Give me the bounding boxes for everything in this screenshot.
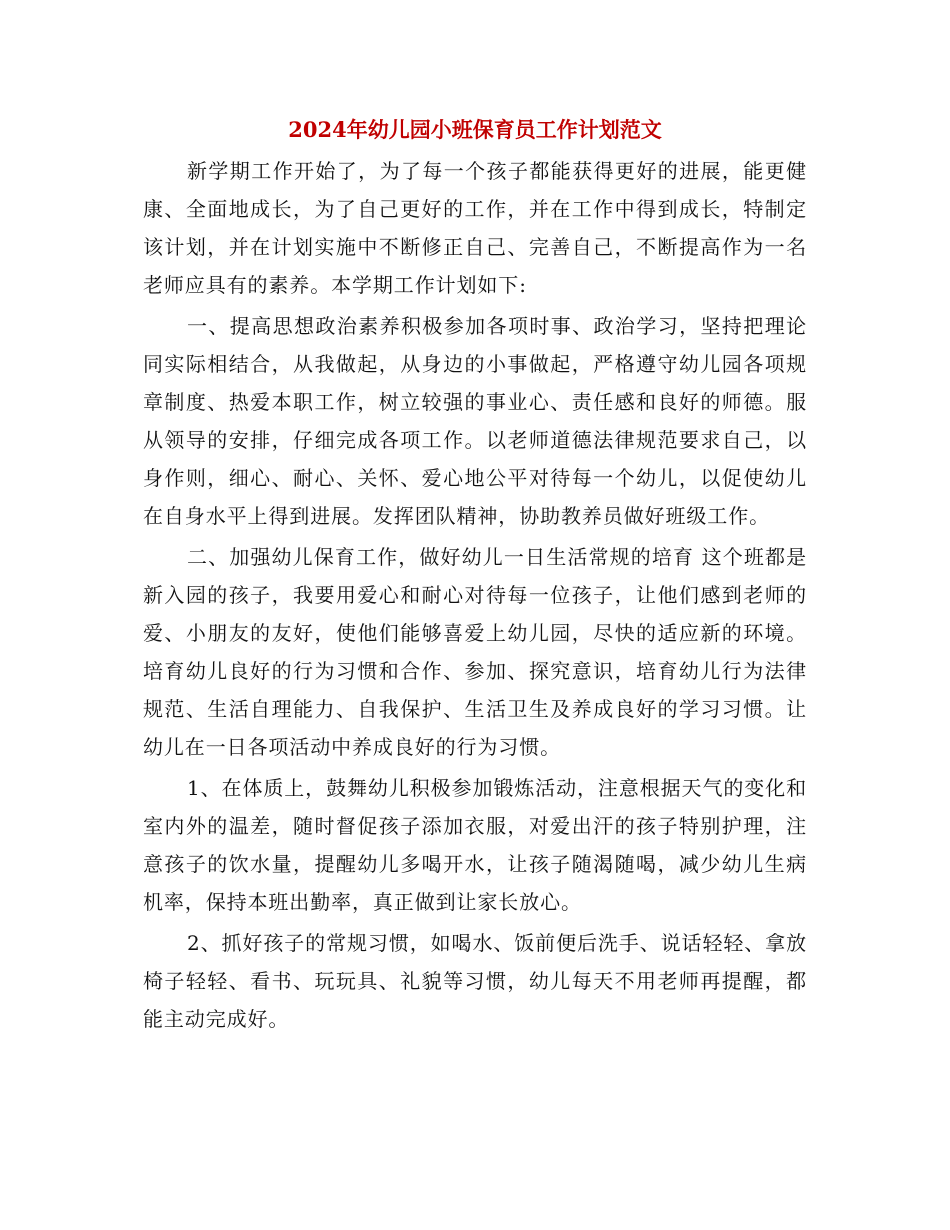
paragraph-item-1: 1、在体质上，鼓舞幼儿积极参加锻炼活动，注意根据天气的变化和室内外的温差，随时督促孩子添加衣服，对爱出汗的孩子特别护理，注意孩子的饮水量，提醒幼儿多喝开水，让孩子随渴随喝，减少幼儿生病机率，保持本班出勤率，真正做到让家长放心。 xyxy=(143,776,807,914)
paragraph-intro: 新学期工作开始了，为了每一个孩子都能获得更好的进展，能更健康、全面地成长，为了自己更好的工作，并在工作中得到成长，特制定该计划，并在计划实施中不断修正自己、完善自己，不断提高作为一名老师应具有的素养。本学期工作计划如下: xyxy=(143,159,807,297)
document-body xyxy=(143,152,807,1041)
paragraph-section-2: 二、加强幼儿保育工作，做好幼儿一日生活常规的培育 这个班都是新入园的孩子，我要用爱心和耐心对待每一位孩子，让他们感到老师的爱、小朋友的友好，使他们能够喜爱上幼儿园，尽快的适应新的环境。培育幼儿良好的行为习惯和合作、参加、探究意识，培育幼儿行为法律规范、生活自理能力、自我保护、生活卫生及养成良好的学习习惯。让幼儿在一日各项活动中养成良好的行为习惯。 xyxy=(143,545,807,759)
paragraph-section-1: 一、提高思想政治素养积极参加各项时事、政治学习，坚持把理论同实际相结合，从我做起，从身边的小事做起，严格遵守幼儿园各项规章制度、热爱本职工作，树立较强的事业心、责任感和良好的师德。服从领导的安排，仔细完成各项工作。以老师道德法律规范要求自己，以身作则，细心、耐心、关怀、爱心地公平对待每一个幼儿，以促使幼儿在自身水平上得到进展。发挥团队精神，协助教养员做好班级工作。 xyxy=(143,314,807,528)
paragraph-item-2: 2、抓好孩子的常规习惯，如喝水、饭前便后洗手、说话轻轻、拿放椅子轻轻、看书、玩玩具、礼貌等习惯，幼儿每天不用老师再提醒，都能主动完成好。 xyxy=(143,931,807,1031)
document-title: 2024年幼儿园小班保育员工作计划范文 xyxy=(288,117,662,142)
